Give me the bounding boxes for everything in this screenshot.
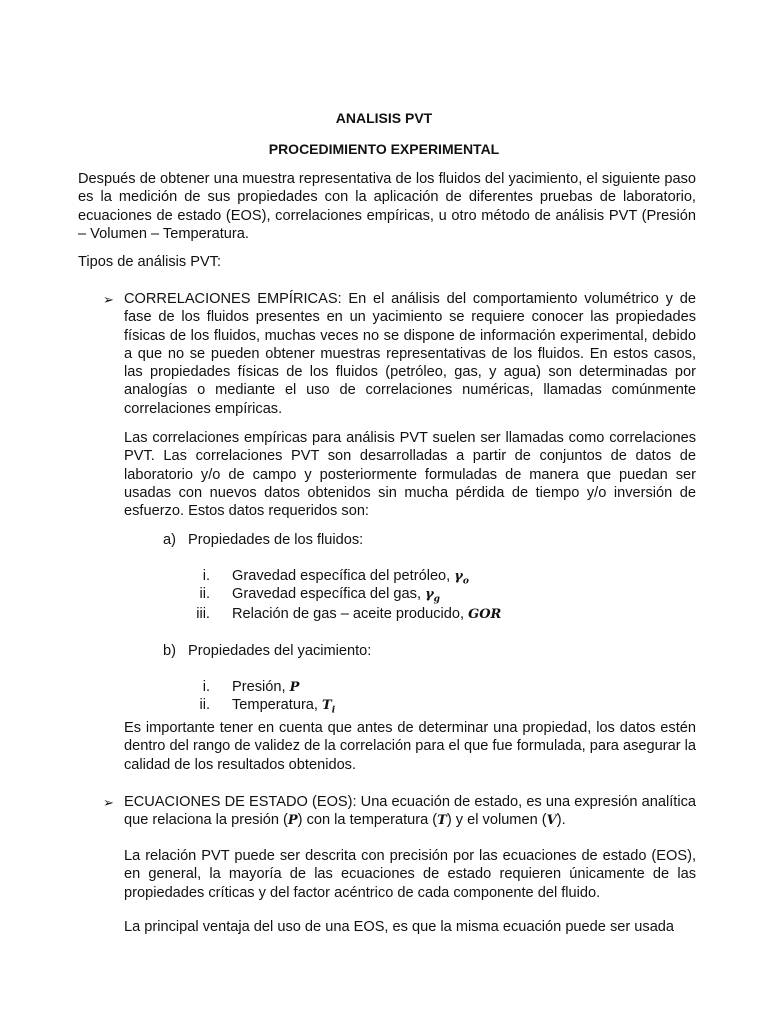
intro-paragraph: Después de obtener una muestra representativa de los fluidos del yacimiento, el siguiente paso es la medición de sus propiedades con la aplicación de diferentes pruebas de laboratorio, ecuaciones de estado (EOS), correlaciones empíricas, u otro método de análisis PVT (Presión – Volumen – Temperatura.	[78, 171, 696, 242]
document-subtitle: PROCEDIMIENTO EXPERIMENTAL	[268, 141, 500, 157]
list-numeral: ii.	[199, 697, 210, 713]
math-symbol	[425, 587, 440, 605]
math-base: γ	[425, 587, 434, 602]
list-numeral: iii.	[196, 606, 210, 622]
ecuaciones-paragraph-3: La principal ventaja del uso de una EOS, es que la misma ecuación puede ser usada	[124, 919, 675, 935]
list-label: b)	[163, 643, 176, 659]
bullet-arrow-icon: ➢	[103, 795, 114, 810]
math-base: γ	[454, 569, 463, 584]
ecuaciones-paragraph-2: La relación PVT puede ser descrita con precisión por las ecuaciones de estado (EOS), en general, la mayoría de las ecuaciones de estado requieren únicamente de las propiedades críticas y del factor acéntrico de cada componente del fluido.	[124, 848, 696, 901]
math-symbol: GOR	[468, 607, 502, 622]
list-item-text	[232, 697, 335, 716]
correlaciones-paragraph-2: Las correlaciones empíricas para análisis PVT suelen ser llamadas como correlaciones PVT. Las correlaciones PVT son desarrolladas a partir de conjuntos de datos de laboratorio y/o de campo y posteriormente formuladas de manera que puedan ser usadas con nuevos datos obtenidos sin mucha pérdida de tiempo y/o inversión de esfuerzo. Estos datos requeridos son:	[124, 430, 696, 520]
list-item-text: Propiedades de los fluidos:	[188, 532, 364, 548]
item-text: Relación de gas – aceite producido,	[232, 606, 469, 622]
math-symbol	[454, 569, 469, 587]
list-item-text	[232, 679, 299, 695]
item-text: Gravedad específica del petróleo,	[232, 568, 455, 584]
list-item-b	[163, 643, 372, 659]
math-subscript: i	[331, 705, 336, 716]
list-item-text: Propiedades del yacimiento:	[188, 643, 372, 659]
item-text: Temperatura,	[232, 697, 323, 713]
correlaciones-paragraph-1: CORRELACIONES EMPÍRICAS: En el análisis del comportamiento volumétrico y de fase de los fluidos presentes en un yacimiento se requiere conocer las propiedades físicas de los fluidos, muchas veces no se dispone de información experimental, debido a que no se pueden obtener muestras representativas de los fluidos. En estos casos, las propiedades físicas de los fluidos (petróleo, gas, y agua) son determinadas por analogías o mediante el uso de correlaciones numéricas, llamadas comúnmente correlaciones empíricas.	[124, 291, 696, 417]
text-run: ) y el volumen (	[446, 812, 547, 829]
ecuaciones-paragraph-1	[124, 793, 696, 831]
list-item-text	[232, 568, 469, 587]
list-item-text	[232, 586, 440, 605]
list-numeral: ii.	[199, 586, 210, 602]
math-subscript: o	[462, 576, 469, 587]
math-symbol: P	[287, 813, 298, 829]
item-text: Presión,	[232, 679, 290, 695]
math-symbol: T	[437, 813, 447, 829]
text-run: ) con la temperatura (	[297, 812, 438, 829]
list-item-a	[163, 532, 364, 548]
list-numeral: i.	[202, 679, 210, 695]
types-heading: Tipos de análisis PVT:	[78, 254, 222, 270]
document-title: ANALISIS PVT	[335, 110, 433, 126]
math-base: T	[322, 698, 332, 713]
math-symbol	[322, 698, 336, 716]
list-label: a)	[163, 532, 176, 548]
item-text: Gravedad específica del gas,	[232, 586, 426, 602]
list-numeral: i.	[202, 568, 210, 584]
math-symbol: P	[289, 680, 300, 695]
text-run: ECUACIONES DE ESTADO (EOS): Una ecuación de estado, es una expresión analítica que relaciona la presión (	[124, 794, 696, 829]
bullet-arrow-icon: ➢	[103, 292, 114, 307]
correlaciones-paragraph-3: Es importante tener en cuenta que antes de determinar una propiedad, los datos estén dentro del rango de validez de la correlación para el que fue formulada, para asegurar la calidad de los resultados obtenidos.	[124, 720, 696, 773]
text-run: ).	[556, 812, 566, 829]
list-item-text	[232, 606, 501, 622]
math-symbol: V	[546, 813, 557, 829]
math-subscript: g	[433, 594, 440, 605]
